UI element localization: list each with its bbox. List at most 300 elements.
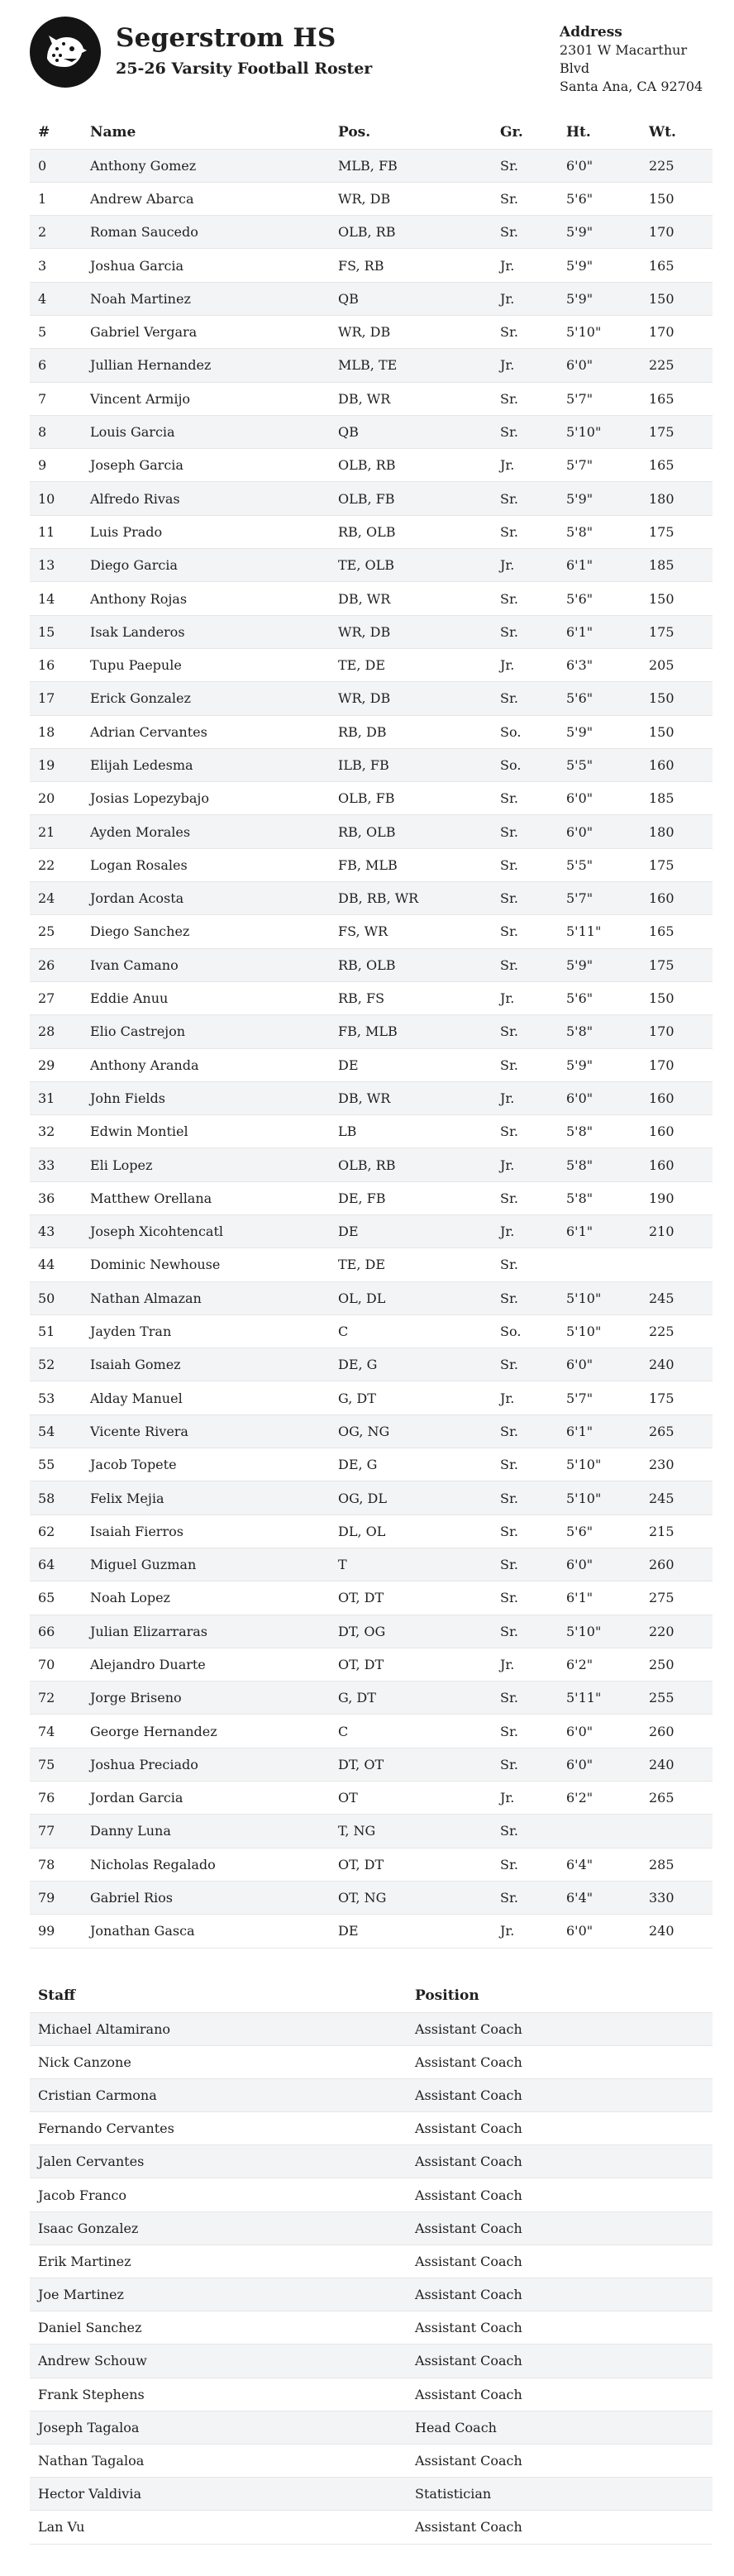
roster-row [30, 1148, 713, 1181]
staff-name: Nathan Tagaloa [30, 2444, 407, 2477]
staff-row [30, 2378, 713, 2411]
player-weight: 170 [641, 1048, 713, 1081]
roster-row [30, 349, 713, 382]
player-position: WR, DB [330, 615, 492, 648]
player-weight: 255 [641, 1682, 713, 1715]
player-grade: Sr. [492, 415, 558, 448]
roster-row [30, 1181, 713, 1214]
player-name: Dominic Newhouse [82, 1248, 330, 1281]
player-height: 6'2" [558, 1782, 641, 1815]
staff-row [30, 2511, 713, 2544]
player-grade: Jr. [492, 449, 558, 482]
player-name: Ayden Morales [82, 815, 330, 848]
player-height: 5'5" [558, 848, 641, 881]
player-number: 72 [30, 1682, 82, 1715]
player-grade: Sr. [492, 1682, 558, 1715]
staff-position: Assistant Coach [407, 2244, 713, 2278]
player-position: T, NG [330, 1815, 492, 1848]
player-height: 6'0" [558, 1348, 641, 1381]
player-weight: 240 [641, 1348, 713, 1381]
player-height: 5'9" [558, 715, 641, 748]
player-height: 5'10" [558, 1448, 641, 1481]
player-height: 5'8" [558, 1148, 641, 1181]
staff-row [30, 2278, 713, 2311]
player-position: ILB, FB [330, 748, 492, 781]
player-height: 5'10" [558, 415, 641, 448]
player-number: 66 [30, 1615, 82, 1648]
roster-row [30, 782, 713, 815]
player-name: Jacob Topete [82, 1448, 330, 1481]
roster-row [30, 1881, 713, 1914]
player-name: Noah Lopez [82, 1581, 330, 1615]
player-weight: 190 [641, 1181, 713, 1214]
player-grade: Jr. [492, 1915, 558, 1948]
player-position: OL, DL [330, 1281, 492, 1314]
roster-row [30, 1314, 713, 1348]
player-height: 6'0" [558, 149, 641, 182]
staff-position: Assistant Coach [407, 2444, 713, 2477]
player-number: 74 [30, 1715, 82, 1748]
player-height: 5'7" [558, 882, 641, 915]
staff-header-row [30, 1979, 713, 2012]
player-height: 6'0" [558, 1715, 641, 1748]
player-number: 13 [30, 549, 82, 582]
player-grade: Jr. [492, 282, 558, 315]
player-height: 5'10" [558, 1615, 641, 1648]
player-grade: Sr. [492, 1048, 558, 1081]
player-number: 6 [30, 349, 82, 382]
player-grade: Jr. [492, 549, 558, 582]
player-weight: 225 [641, 149, 713, 182]
player-name: Andrew Abarca [82, 182, 330, 215]
staff-position: Assistant Coach [407, 2311, 713, 2345]
player-position: OT, NG [330, 1881, 492, 1914]
player-height: 5'10" [558, 1314, 641, 1348]
player-grade: Jr. [492, 1648, 558, 1681]
player-position: DE [330, 1915, 492, 1948]
player-number: 78 [30, 1848, 82, 1881]
roster-row [30, 1548, 713, 1581]
player-height: 6'1" [558, 1581, 641, 1615]
player-position: DB, RB, WR [330, 882, 492, 915]
player-number: 7 [30, 382, 82, 415]
player-grade: Sr. [492, 1515, 558, 1548]
player-grade: Jr. [492, 648, 558, 681]
player-weight: 150 [641, 182, 713, 215]
staff-row [30, 2478, 713, 2511]
player-height: 5'9" [558, 1048, 641, 1081]
staff-name: Lan Vu [30, 2511, 407, 2544]
player-position: WR, DB [330, 682, 492, 715]
player-height: 6'0" [558, 1081, 641, 1114]
player-name: Anthony Gomez [82, 149, 330, 182]
staff-name: Andrew Schouw [30, 2345, 407, 2378]
player-weight: 330 [641, 1881, 713, 1914]
roster-row [30, 1481, 713, 1515]
staff-row [30, 2411, 713, 2444]
player-grade: So. [492, 715, 558, 748]
staff-position: Assistant Coach [407, 2112, 713, 2145]
player-number: 24 [30, 882, 82, 915]
player-name: Ivan Camano [82, 948, 330, 981]
player-position: DE, G [330, 1348, 492, 1381]
staff-name: Fernando Cervantes [30, 2112, 407, 2145]
player-position: DB, WR [330, 582, 492, 615]
school-name: Segerstrom HS [116, 23, 336, 53]
player-number: 29 [30, 1048, 82, 1081]
player-number: 18 [30, 715, 82, 748]
player-height: 5'6" [558, 682, 641, 715]
player-grade: Jr. [492, 1148, 558, 1181]
player-position: OT, DT [330, 1581, 492, 1615]
staff-position: Assistant Coach [407, 2211, 713, 2244]
player-number: 62 [30, 1515, 82, 1548]
player-weight: 160 [641, 882, 713, 915]
player-grade: Sr. [492, 1581, 558, 1615]
player-grade: Sr. [492, 315, 558, 348]
player-height: 5'9" [558, 948, 641, 981]
col-header-position: Pos. [338, 123, 371, 141]
player-weight: 175 [641, 1381, 713, 1414]
staff-name: Michael Altamirano [30, 2012, 407, 2045]
player-grade: Sr. [492, 1715, 558, 1748]
player-number: 55 [30, 1448, 82, 1481]
player-name: Isaiah Fierros [82, 1515, 330, 1548]
player-weight: 170 [641, 315, 713, 348]
player-position: DB, WR [330, 1081, 492, 1114]
player-height: 5'10" [558, 315, 641, 348]
player-grade: Sr. [492, 582, 558, 615]
player-height: 5'11" [558, 1682, 641, 1715]
staff-position: Assistant Coach [407, 2045, 713, 2078]
player-number: 16 [30, 648, 82, 681]
player-grade: Sr. [492, 149, 558, 182]
roster-row [30, 549, 713, 582]
player-name: Jordan Acosta [82, 882, 330, 915]
player-weight: 165 [641, 382, 713, 415]
staff-position: Head Coach [407, 2411, 713, 2444]
player-weight: 185 [641, 549, 713, 582]
player-name: Logan Rosales [82, 848, 330, 881]
player-number: 77 [30, 1815, 82, 1848]
address-line-1: 2301 W Macarthur Blvd [560, 42, 688, 76]
player-name: Nathan Almazan [82, 1281, 330, 1314]
player-grade: So. [492, 748, 558, 781]
player-height: 5'8" [558, 515, 641, 548]
staff-position: Assistant Coach [407, 2012, 713, 2045]
col-header-grade: Gr. [500, 123, 523, 141]
player-weight: 275 [641, 1581, 713, 1615]
player-number: 36 [30, 1181, 82, 1214]
player-number: 19 [30, 748, 82, 781]
player-grade: Sr. [492, 515, 558, 548]
roster-row [30, 415, 713, 448]
player-height: 6'1" [558, 549, 641, 582]
roster-row [30, 449, 713, 482]
player-weight [641, 1815, 713, 1848]
player-weight: 210 [641, 1215, 713, 1248]
player-position: RB, OLB [330, 948, 492, 981]
player-position: FS, RB [330, 249, 492, 282]
staff-position: Assistant Coach [407, 2078, 713, 2111]
roster-header [30, 17, 716, 94]
staff-name: Jacob Franco [30, 2178, 407, 2211]
player-name: Joshua Preciado [82, 1748, 330, 1781]
player-height: 5'10" [558, 1481, 641, 1515]
player-number: 14 [30, 582, 82, 615]
player-height: 5'6" [558, 582, 641, 615]
roster-row [30, 1715, 713, 1748]
player-weight: 165 [641, 449, 713, 482]
player-name: Matthew Orellana [82, 1181, 330, 1214]
player-number: 1 [30, 182, 82, 215]
player-weight: 230 [641, 1448, 713, 1481]
player-position: RB, DB [330, 715, 492, 748]
player-name: Anthony Rojas [82, 582, 330, 615]
roster-row [30, 615, 713, 648]
player-position: OT [330, 1782, 492, 1815]
player-position: OT, DT [330, 1848, 492, 1881]
player-number: 51 [30, 1314, 82, 1348]
player-name: Isak Landeros [82, 615, 330, 648]
player-number: 76 [30, 1782, 82, 1815]
player-number: 64 [30, 1548, 82, 1581]
player-height: 5'5" [558, 748, 641, 781]
player-weight: 225 [641, 349, 713, 382]
player-position: DB, WR [330, 382, 492, 415]
roster-row [30, 1015, 713, 1048]
player-position: DT, OT [330, 1748, 492, 1781]
player-weight: 150 [641, 682, 713, 715]
staff-row [30, 2045, 713, 2078]
player-number: 15 [30, 615, 82, 648]
player-grade: Sr. [492, 1414, 558, 1448]
col-header-staff-position: Position [415, 1987, 479, 2004]
player-name: Edwin Montiel [82, 1115, 330, 1148]
player-height: 6'4" [558, 1848, 641, 1881]
player-weight: 165 [641, 249, 713, 282]
player-grade: Jr. [492, 249, 558, 282]
player-height: 6'2" [558, 1648, 641, 1681]
player-name: Diego Garcia [82, 549, 330, 582]
player-weight: 245 [641, 1481, 713, 1515]
roster-row [30, 1815, 713, 1848]
player-height: 5'8" [558, 1015, 641, 1048]
player-position: T [330, 1548, 492, 1581]
player-name: John Fields [82, 1081, 330, 1114]
player-number: 20 [30, 782, 82, 815]
player-number: 10 [30, 482, 82, 515]
player-number: 11 [30, 515, 82, 548]
roster-row [30, 848, 713, 881]
player-weight: 185 [641, 782, 713, 815]
staff-position: Assistant Coach [407, 2278, 713, 2311]
player-weight: 150 [641, 715, 713, 748]
player-grade: Sr. [492, 1615, 558, 1648]
roster-subtitle: 25-26 Varsity Football Roster [116, 60, 373, 78]
player-number: 58 [30, 1481, 82, 1515]
player-name: Jayden Tran [82, 1314, 330, 1348]
staff-position: Assistant Coach [407, 2511, 713, 2544]
player-position: OG, NG [330, 1414, 492, 1448]
roster-row [30, 482, 713, 515]
player-name: Noah Martinez [82, 282, 330, 315]
col-header-staff: Staff [38, 1987, 76, 2004]
player-position: DE, G [330, 1448, 492, 1481]
roster-row [30, 815, 713, 848]
player-grade: Sr. [492, 882, 558, 915]
player-name: Alejandro Duarte [82, 1648, 330, 1681]
player-height: 5'9" [558, 249, 641, 282]
roster-header-row [30, 116, 713, 149]
player-name: George Hernandez [82, 1715, 330, 1748]
player-name: Felix Mejia [82, 1481, 330, 1515]
player-height: 6'0" [558, 1748, 641, 1781]
roster-row [30, 1248, 713, 1281]
player-name: Vincent Armijo [82, 382, 330, 415]
player-number: 0 [30, 149, 82, 182]
staff-row [30, 2211, 713, 2244]
player-weight: 160 [641, 1081, 713, 1114]
player-name: Alfredo Rivas [82, 482, 330, 515]
player-number: 50 [30, 1281, 82, 1314]
player-weight: 150 [641, 582, 713, 615]
roster-row [30, 1615, 713, 1648]
player-grade: Sr. [492, 615, 558, 648]
roster-row [30, 948, 713, 981]
player-weight: 150 [641, 981, 713, 1014]
roster-row [30, 1581, 713, 1615]
address-line-2: Santa Ana, CA 92704 [560, 79, 703, 94]
player-position: TE, OLB [330, 549, 492, 582]
player-grade: Sr. [492, 915, 558, 948]
player-height: 5'6" [558, 1515, 641, 1548]
player-name: Alday Manuel [82, 1381, 330, 1414]
player-position: C [330, 1715, 492, 1748]
player-number: 25 [30, 915, 82, 948]
roster-row [30, 1848, 713, 1881]
player-weight: 175 [641, 848, 713, 881]
player-weight: 170 [641, 1015, 713, 1048]
player-grade: Sr. [492, 182, 558, 215]
player-number: 75 [30, 1748, 82, 1781]
player-name: Jonathan Gasca [82, 1915, 330, 1948]
player-grade: Sr. [492, 1881, 558, 1914]
col-header-number: # [38, 123, 50, 141]
staff-row [30, 2244, 713, 2278]
player-position: FS, WR [330, 915, 492, 948]
player-height: 6'1" [558, 1215, 641, 1248]
player-name: Jorge Briseno [82, 1682, 330, 1715]
player-weight: 285 [641, 1848, 713, 1881]
player-grade: Sr. [492, 848, 558, 881]
roster-row [30, 882, 713, 915]
player-grade: Sr. [492, 1448, 558, 1481]
roster-row [30, 249, 713, 282]
player-weight: 175 [641, 515, 713, 548]
player-number: 99 [30, 1915, 82, 1948]
player-grade: Sr. [492, 1848, 558, 1881]
roster-row [30, 582, 713, 615]
player-grade: Sr. [492, 1115, 558, 1148]
player-name: Joseph Xicohtencatl [82, 1215, 330, 1248]
player-position: TE, DE [330, 648, 492, 681]
player-position: OLB, FB [330, 782, 492, 815]
player-weight: 180 [641, 482, 713, 515]
player-name: Erick Gonzalez [82, 682, 330, 715]
player-name: Diego Sanchez [82, 915, 330, 948]
player-position: MLB, TE [330, 349, 492, 382]
roster-row [30, 1414, 713, 1448]
player-position: DE [330, 1215, 492, 1248]
roster-row [30, 748, 713, 781]
staff-row [30, 2311, 713, 2345]
roster-row [30, 915, 713, 948]
player-weight: 240 [641, 1748, 713, 1781]
player-name: Elijah Ledesma [82, 748, 330, 781]
roster-row [30, 282, 713, 315]
player-name: Jordan Garcia [82, 1782, 330, 1815]
player-height: 5'11" [558, 915, 641, 948]
player-weight: 175 [641, 615, 713, 648]
player-height: 5'8" [558, 1181, 641, 1214]
player-height: 6'0" [558, 1915, 641, 1948]
roster-row [30, 1915, 713, 1948]
roster-row [30, 315, 713, 348]
player-name: Joshua Garcia [82, 249, 330, 282]
staff-name: Nick Canzone [30, 2045, 407, 2078]
player-name: Adrian Cervantes [82, 715, 330, 748]
player-height [558, 1248, 641, 1281]
roster-row [30, 682, 713, 715]
player-number: 27 [30, 981, 82, 1014]
player-name: Nicholas Regalado [82, 1848, 330, 1881]
player-grade: Sr. [492, 1481, 558, 1515]
player-weight: 160 [641, 1148, 713, 1181]
roster-row [30, 715, 713, 748]
player-name: Josias Lopezybajo [82, 782, 330, 815]
roster-row [30, 648, 713, 681]
player-weight: 160 [641, 748, 713, 781]
jaguar-head-icon [39, 26, 92, 79]
roster-row [30, 1448, 713, 1481]
roster-row [30, 149, 713, 182]
player-weight: 170 [641, 216, 713, 249]
player-grade: Sr. [492, 1181, 558, 1214]
col-header-name: Name [90, 123, 136, 141]
player-grade: So. [492, 1314, 558, 1348]
player-grade: Jr. [492, 1381, 558, 1414]
player-grade: Sr. [492, 1748, 558, 1781]
player-position: WR, DB [330, 182, 492, 215]
player-number: 8 [30, 415, 82, 448]
player-position: TE, DE [330, 1248, 492, 1281]
player-name: Eli Lopez [82, 1148, 330, 1181]
staff-row [30, 2112, 713, 2145]
player-number: 31 [30, 1081, 82, 1114]
player-position: DE [330, 1048, 492, 1081]
player-name: Miguel Guzman [82, 1548, 330, 1581]
staff-table [30, 1979, 713, 2545]
player-number: 32 [30, 1115, 82, 1148]
player-weight: 205 [641, 648, 713, 681]
player-weight: 265 [641, 1782, 713, 1815]
player-number: 70 [30, 1648, 82, 1681]
roster-row [30, 1515, 713, 1548]
roster-row [30, 1215, 713, 1248]
player-number: 17 [30, 682, 82, 715]
roster-row [30, 1381, 713, 1414]
